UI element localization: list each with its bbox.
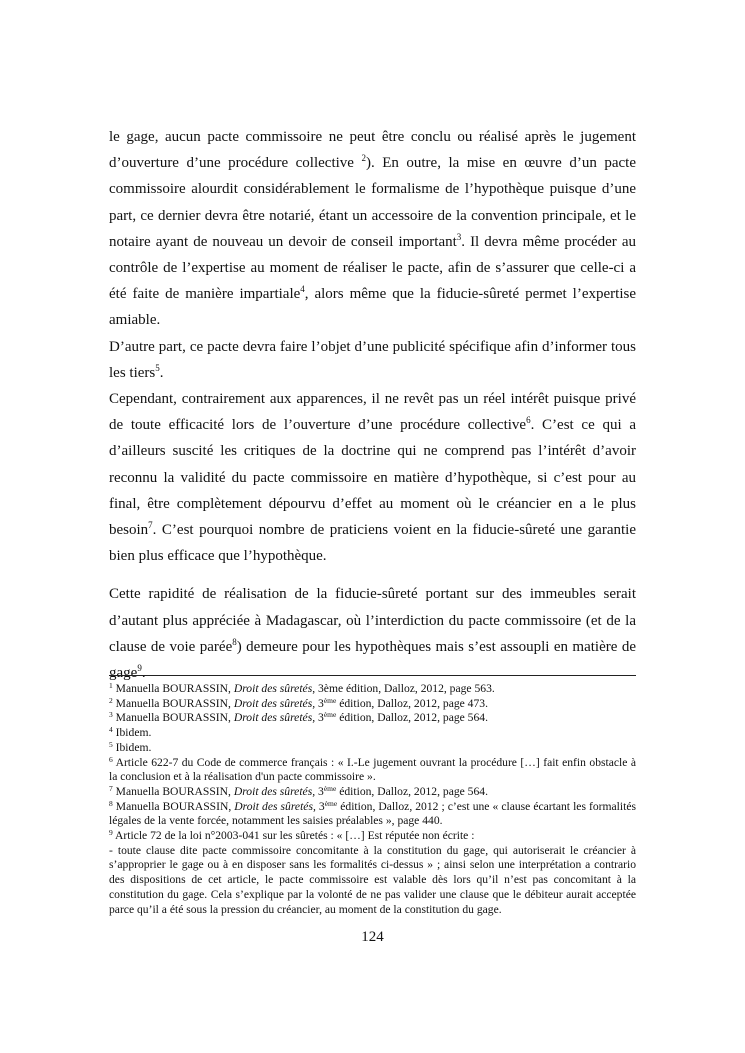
footnote-3 xyxy=(109,711,636,726)
footnote-edition-suffix: ème xyxy=(323,783,337,793)
paragraph-2 xyxy=(109,334,636,386)
footnote-book-title: Droit des sûretés, xyxy=(233,696,316,710)
footnote-edition-suffix: ème xyxy=(324,798,338,808)
footnote-text: - toute clause dite pacte commissoire concomitante à la constitution du gage, qui autoriserait le créancier à s’approprier le gage ou à en disposer sans les formalités ci-dessus » ; ainsi selon une interprétation a contrario des dispositions de cet article, le pacte commissoire est valable dès lors qu’il n’est pas concomitant à la constitution du gage. Cela s’explique par la volonté de ne pas valider une clause que le débiteur aurait acceptée parce qu’il a été sous la pression du créancier, au moment de la constitution du gage. xyxy=(109,843,636,916)
footnote-7 xyxy=(109,785,636,800)
footnote-text: , 3ème édition, Dalloz, 2012, page 563. xyxy=(312,682,495,695)
footnote-ref-6[interactable]: 6 xyxy=(526,415,531,426)
footnote-number: 9 xyxy=(109,828,113,838)
footnote-ref-3[interactable]: 3 xyxy=(456,231,462,242)
footnote-number: 4 xyxy=(109,725,113,735)
footnote-ref-9[interactable]: 9 xyxy=(137,663,142,674)
footnote-edition: 3 xyxy=(315,696,324,710)
footnote-number: 2 xyxy=(109,695,113,705)
footnote-ref-4[interactable]: 4 xyxy=(300,284,305,295)
text-run: ) demeure pour les hypothèques mais s’est assoupli en matière de gage xyxy=(109,638,637,682)
text-run: . xyxy=(141,665,146,682)
footnote-8 xyxy=(109,800,636,829)
text-run: . xyxy=(159,364,164,381)
footnote-ref-5[interactable]: 5 xyxy=(155,362,160,373)
footnote-number: 5 xyxy=(109,739,113,749)
paragraph-4 xyxy=(109,581,636,686)
footnote-book-title: Droit des sûretés, xyxy=(233,711,316,725)
text-run: ). En outre, la mise en œuvre d’un pacte commissoire alourdit considérablement le formalisme de l’hypothèque puisque d’une part, ce dernier devra être notarié, étant un accessoire de la convention principale, et le notaire ayant de nouveau un devoir de conseil important xyxy=(109,155,636,250)
footnote-text: édition, Dalloz, 2012, page 564. xyxy=(336,711,488,725)
text-run: . C’est ce qui a d’ailleurs suscité les critiques de la doctrine qui ne comprend pas l’intérêt d’avoir reconnu la validité du pacte commissoire en matière d’hypothèque, si c’est pour au final, être complètement dépourvu d’effet au moment où le créancier en a le plus besoin xyxy=(109,417,637,539)
footnote-2 xyxy=(109,697,636,712)
text-run: . Il devra même procéder au contrôle de l’expertise au moment de réaliser le pacte, afin de s’assurer que celle-ci a été faite de manière impartiale xyxy=(109,233,636,303)
text-run: le gage, aucun pacte commissoire ne peut être conclu ou réalisé après le jugement d’ouverture d’une procédure collective xyxy=(109,129,636,172)
text-run: D’autre part, ce pacte devra faire l’objet d’une publicité spécifique afin d’informer tous les tiers xyxy=(109,338,636,381)
text-run: Cette rapidité de réalisation de la fiducie-sûreté portant sur des immeubles serait d’autant plus appréciée à Madagascar, où l’interdiction du pacte commissoire (et de la clause de voie parée xyxy=(109,586,636,655)
footnote-author: Manuella BOURASSIN, xyxy=(112,799,235,813)
footnote-author: Manuella BOURASSIN, xyxy=(112,682,234,695)
footnote-ref-7[interactable]: 7 xyxy=(148,520,153,531)
footnote-book-title: Droit des sûretés, xyxy=(234,799,316,813)
paragraph-3 xyxy=(109,386,636,569)
footnote-author: Manuella BOURASSIN, xyxy=(112,784,234,798)
footnote-9 xyxy=(109,829,636,844)
footnote-text: Ibidem. xyxy=(112,740,152,754)
text-run: , alors même que la fiducie-sûreté permet l’expertise amiable. xyxy=(109,286,636,329)
footnote-number: 8 xyxy=(109,798,113,808)
footnote-text: édition, Dalloz, 2012, page 473. xyxy=(336,696,488,710)
footnote-edition-suffix: ème xyxy=(323,710,337,720)
paragraph-1 xyxy=(109,124,636,334)
footnote-edition: 3 xyxy=(315,711,324,725)
footnote-text: Article 72 de la loi n°2003-041 sur les sûretés : « […] Est réputée non écrite : xyxy=(112,829,475,843)
body-text xyxy=(109,124,636,686)
footnote-author: Manuella BOURASSIN, xyxy=(112,696,234,710)
page-number: 124 xyxy=(361,929,384,945)
footnote-text: édition, Dalloz, 2012 ; c’est une « clause écartant les formalités légales de la vente forcée, notamment les saisies préalables », page 440. xyxy=(109,799,637,828)
footnote-book-title: Droit des sûretés xyxy=(233,682,313,695)
footnote-number: 3 xyxy=(109,710,113,720)
footnote-number: 6 xyxy=(109,754,113,764)
footnote-edition: 3 xyxy=(315,799,325,813)
footnote-text: Ibidem. xyxy=(112,726,152,740)
footnote-number: 7 xyxy=(109,783,113,793)
footnotes xyxy=(109,682,636,917)
footnote-separator xyxy=(109,675,636,676)
footnote-4 xyxy=(109,726,636,741)
footnote-ref-2[interactable]: 2 xyxy=(361,153,366,164)
footnote-9-continued xyxy=(109,844,636,918)
footnote-edition: 3 xyxy=(315,784,324,798)
footnote-edition-suffix: ème xyxy=(323,695,337,705)
text-run: . C’est pourquoi nombre de praticiens voient en la fiducie-sûreté une garantie bien plus efficace que l’hypothèque. xyxy=(109,522,636,565)
footnote-book-title: Droit des sûretés, xyxy=(233,784,316,798)
text-run: Cependant, contrairement aux apparences, il ne revêt pas un réel intérêt puisque privé de toute efficacité lors de l’ouverture d’une procédure collective xyxy=(109,391,636,434)
footnote-5 xyxy=(109,741,636,756)
footnote-6 xyxy=(109,756,636,785)
footnote-author: Manuella BOURASSIN, xyxy=(112,711,234,725)
footnote-number: 1 xyxy=(109,681,113,690)
footnote-text: édition, Dalloz, 2012, page 564. xyxy=(336,784,488,798)
footnote-1 xyxy=(109,682,636,697)
footnote-ref-8[interactable]: 8 xyxy=(232,636,237,647)
footnote-text: Article 622-7 du Code de commerce français : « I.-Le jugement ouvrant la procédure […] fait enfin obstacle à la conclusion et à la réalisation d'un pacte commissoire ». xyxy=(109,755,636,784)
